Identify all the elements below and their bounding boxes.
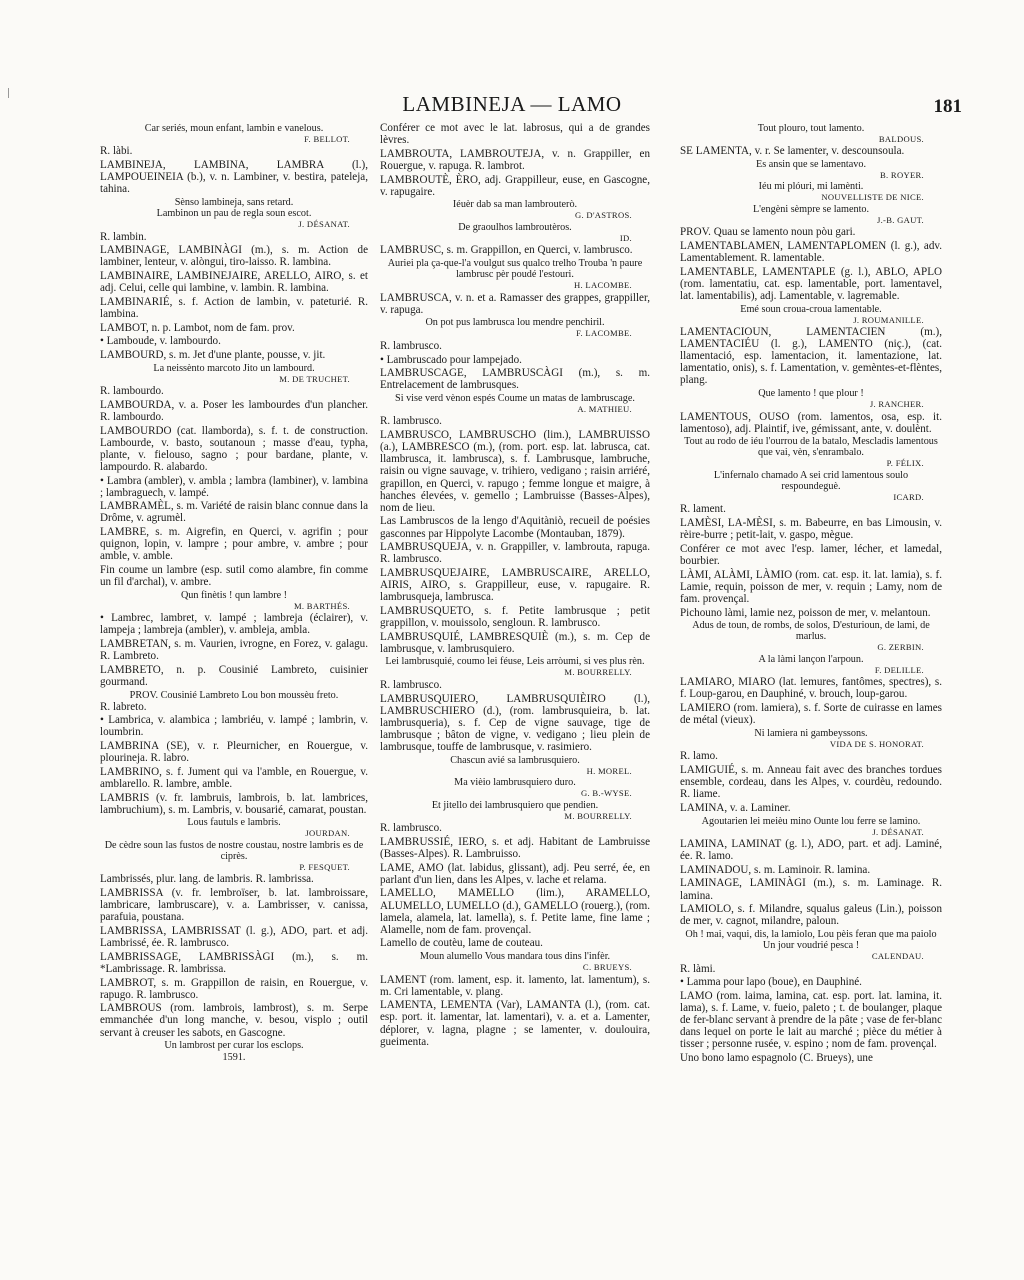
dictionary-entry: LAMENTABLAMEN, LAMENTAPLOMEN (l. g.), adv. Lamentablement. R. lamentable. [680, 239, 942, 264]
citation-quote: Sènso lambineja, sans retard. [174, 196, 294, 208]
dictionary-entry: LAMENTACIOUN, LAMENTACIEN (m.), LAMENTACIÉU (l. g.), LAMENTO (niç.), (cat. llamentació, esp. lamentacion, it. lamentazione, lat. lamentatio, onis), s. f. Lamentation, v. gemèntes-et-flèntes, plang. [680, 326, 942, 387]
dictionary-entry: LAMBRUSQUIERO, LAMBRUSQUIÈIRO (l.), LAMBRUSCHIERO (d.), (rom. lambrusquieira, b. lat. lambrusqueria), s. f. Cep de vigne sauvage, tige de lambrusque ; bâton de vigne, v. vedigano ; lieu plein de lambrusque, touffe de lambrusque, v. rasimiero. [380, 692, 650, 753]
dictionary-entry: LAMBINAIRE, LAMBINEJAIRE, ARELLO, AIRO, s. et adj. Celui, celle qui lambine, v. lambin. R. lambina. [100, 270, 368, 295]
dictionary-entry: LAMBRISSA, LAMBRISSAT (l. g.), ADO, part. et adj. Lambrissé, ée. R. lambrusco. [100, 925, 368, 950]
dictionary-entry: LAMBINAGE, LAMBINÀGI (m.), s. m. Action de lambiner, lenteur, v. alòngui, tiro-laisso. R. lambina. [100, 244, 368, 269]
dictionary-entry: R. lambrusco. [380, 415, 442, 428]
dictionary-entry: PROV. Quau se lamento noun pòu gari. [680, 226, 856, 239]
citation-quote: Tout plouro, tout lamento. [757, 122, 865, 134]
dictionary-entry: LAMBRUSQUEJA, v. n. Grappiller, v. lambrouta, rapuga. R. lambrusco. [380, 541, 650, 566]
dictionary-entry: LAMBINEJA, LAMBINA, LAMBRA (l.), LAMPOUEINEIA (b.), v. n. Lambiner, v. bestira, pateleja, tahina. [100, 158, 368, 195]
dictionary-entry: Lambrissés, plur. lang. de lambris. R. lambrissa. [100, 873, 314, 886]
dictionary-entry: LAMBROUTÈ, ÈRO, adj. Grappilleur, euse, en Gascogne, v. rapugaire. [380, 173, 650, 198]
dictionary-entry: R. lambrusco. [380, 339, 442, 352]
dictionary-entry: LAMBROT, s. m. Grappillon de raisin, en Rouergue, v. rapugo. R. lambrusco. [100, 976, 368, 1001]
dictionary-entry: LAMENTA, LEMENTA (Var), LAMANTA (l.), (rom. cat. esp. port. it. lamentar, lat. lamentari), v. a. et a. Lamenter, déplorer, v. lagna, plagne ; se lamenter, v. doulouira, gueimenta. [380, 999, 650, 1048]
dictionary-entry: LAMBRE, s. m. Aigrefin, en Querci, v. agrifin ; pour quignon, lopin, v. lampre ; pour ambre, v. ambre ; pour amble, v. amble. [100, 526, 368, 563]
page-number: 181 [933, 96, 962, 117]
dictionary-entry: R. làmi. [680, 962, 716, 975]
dictionary-entry: Las Lambruscos de la lengo d'Aquitàniò, recueil de poésies gasconnes par Hippolyte Lacombe (Montauban, 1879). [380, 515, 650, 540]
citation-quote: Lambinon un pau de regla soun escot. [156, 208, 312, 220]
column-middle [380, 122, 650, 1267]
dictionary-entry: LAMBOURDO (cat. llamborda), s. f. t. de construction. Lambourde, v. basto, soutanoun ; masse d'eau, typha, plante, v. fielouso, sagno ; pour bardane, plante, v. lampourdo. R. alabardo. [100, 424, 368, 473]
dictionary-entry: LAMBRUSCA, v. n. et a. Ramasser des grappes, grappiller, v. rapuga. [380, 291, 650, 316]
dictionary-entry: LAMBRUSCO, LAMBRUSCHO (lim.), LAMBRUISSO (a.), LAMBRESCO (m.), (rom. port. esp. lat. labrusca, cat. llambrusca, it. lambrusca), s. f. Lambrusque, lambruche, raisin ou vigne sauvage, v. trihiero, vedigano ; raisin arriéré, grapillon, en Querci, v. rapugo ; femme longue et maigre, à hanches élevées, v. gemello ; Lambruisse (Basses-Alpes), nom de lieu. [380, 429, 650, 514]
citation-source: ID. [619, 232, 632, 243]
citation-quote: Agoutarien lei meièu mino Ounte lou ferre se lamino. [701, 815, 921, 827]
dictionary-entry: LAMBOURD, s. m. Jet d'une plante, pousse, v. jit. [100, 348, 326, 361]
dictionary-entry: LAMBROUTA, LAMBROUTEJA, v. n. Grappiller, en Rouergue, v. rapuga. R. lambrot. [380, 147, 650, 172]
dictionary-entry: Fin coume un lambre (esp. sutil como alambre, fin comme un fil d'archal), v. ambre. [100, 564, 368, 589]
dictionary-entry: LAMBOURDA, v. a. Poser les lambourdes d'un plancher. R. lambourdo. [100, 398, 368, 423]
dictionary-entry: • Lambruscado pour lampejado. [380, 353, 522, 366]
citation-quote: Et jitello dei lambrusquiero que pendien. [431, 799, 599, 811]
citation-source: BALDOUS. [878, 133, 924, 144]
dictionary-entry: LAMBRINO, s. f. Jument qui va l'amble, en Rouergue, v. amblarello. R. lambre, amble. [100, 765, 368, 790]
citation-quote: Es ansin que se lamentavo. [755, 158, 867, 170]
citation-quote: A la làmi lançon l'arpoun. [758, 653, 864, 665]
dictionary-entry: LAMELLO, MAMELLO (lim.), ARAMELLO, ALUMELLO, LUMELLO (d.), GAMELLO (rouerg.), (rom. lamela, alamela, lat. lamella), s. f. Petite lame, fine lame ; Alamelle, nom de fam. provençal. [380, 887, 650, 936]
dictionary-entry: R. lamo. [680, 750, 718, 763]
citation-source: J. ROUMANILLE. [853, 314, 924, 325]
citation-source: VIDA DE S. HONORAT. [829, 738, 924, 749]
citation-source: C. BRUEYS. [582, 962, 632, 973]
dictionary-entry: LAMINADOU, s. m. Laminoir. R. lamina. [680, 863, 871, 876]
citation-quote: Moun alumello Vous mandara tous dins l'infèr. [419, 951, 611, 963]
citation-source: A. MATHIEU. [577, 403, 632, 414]
citation-source: NOUVELLISTE DE NICE. [821, 192, 924, 203]
dictionary-entry: LAMBINARIÉ, s. f. Action de lambin, v. pateturié. R. lambina. [100, 295, 368, 320]
dictionary-entry: R. làbi. [100, 145, 133, 157]
dictionary-entry: R. lambin. [100, 230, 147, 243]
dictionary-entry: LAMBRUSQUEJAIRE, LAMBRUSCAIRE, ARELLO, AIRIS, AIRO, s. Grappilleur, euse, v. rapugaire. R. lambrusqueja, lambrusca. [380, 566, 650, 604]
dictionary-entry: LAMIOLO, s. f. Milandre, squalus galeus (Lin.), poisson de mer, v. cagnot, milandre, paloun. [680, 903, 942, 928]
citation-quote: Auriei pla ça-que-l'a voulgut sus qualco trelho Trouba 'n paure lambrusc pèr poudé l'estouri. [387, 258, 643, 281]
running-head: LAMBINEJA — LAMO [402, 92, 622, 116]
dictionary-entry: LAMINA, LAMINAT (g. l.), ADO, part. et adj. Laminé, ée. R. lamo. [680, 838, 942, 863]
dictionary-entry: R. lambrusco. [380, 822, 442, 835]
dictionary-entry: LAMENTABLE, LAMENTAPLE (g. l.), ABLO, APLO (rom. lamentatiu, cat. esp. lamentable, port. lamentavel, lat. lamentabilis), adj. Lamentable, v. lagremable. [680, 265, 942, 302]
citation-source: ICARD. [893, 491, 924, 502]
citation-quote: Tout au rodo de iéu l'ourrou de la batalo, Mescladis lamentous que vai, vèn, s'enrambalo. [684, 436, 938, 459]
citation-source: CALENDAU. [871, 951, 924, 962]
dictionary-entry: LAMBOT, n. p. Lambot, nom de fam. prov. [100, 321, 295, 334]
citation-source: J.-B. GAUT. [876, 214, 924, 225]
citation-source: JOURDAN. [305, 828, 350, 839]
citation-source: M. BOURRELLY. [564, 810, 632, 821]
citation-quote: Car seriés, moun enfant, lambin e vanelous. [144, 122, 324, 134]
citation-quote: Chascun avié sa lambrusquiero. [450, 754, 580, 766]
dictionary-entry: R. lambourdo. [100, 385, 164, 398]
dictionary-entry: LAMBRUSCAGE, LAMBRUSCÀGI (m.), s. m. Entrelacement de lambrusques. [380, 367, 650, 392]
dictionary-entry: LAMBRAMÈL, s. m. Variété de raisin blanc connue dans la Drôme, v. agrumèl. [100, 500, 368, 525]
citation-quote: Qun finètis ! qun lambre ! [180, 589, 288, 601]
citation-quote: Lous fautuls e lambris. [187, 817, 281, 829]
citation-quote: L'engèni sèmpre se lamento. [752, 203, 870, 215]
citation-source: G. D'ASTROS. [575, 210, 632, 221]
citation-source: F. DELILLE. [874, 664, 924, 675]
dictionary-entry: LAMBRIS (v. fr. lambruis, lambrois, b. lat. lambrices, lambruchium), s. m. Lambris, v. bousarié, camarat, poustan. [100, 791, 368, 816]
dictionary-entry: LAMENT (rom. lament, esp. it. lamento, lat. lamentum), s. m. Cri lamentable, v. plang. [380, 973, 650, 998]
citation-source: H. LACOMBE. [574, 280, 632, 291]
dictionary-entry: Conférer ce mot avec l'esp. lamer, lécher, et lamedal, bourbier. [680, 542, 942, 567]
dictionary-entry: LAMINA, v. a. Laminer. [680, 801, 791, 814]
dictionary-entry: • Lambrica, v. alambica ; lambriéu, v. lampé ; lambrin, v. loumbrin. [100, 714, 368, 739]
dictionary-entry: LAMIARO, MIARO (lat. lemures, fantômes, spectres), s. f. Loup-garou, en Dauphiné, v. brouch, loup-garou. [680, 676, 942, 701]
dictionary-entry: Lamello de coutèu, lame de couteau. [380, 937, 543, 950]
column-right [680, 122, 942, 1267]
citation-quote: PROV. Cousinié Lambreto Lou bon moussèu freto. [129, 689, 339, 701]
dictionary-entry: LAMBRUSC, s. m. Grappillon, en Querci, v. lambrusco. [380, 244, 633, 257]
citation-source: J. DÉSANAT. [872, 826, 924, 837]
citation-source: G. ZERBIN. [877, 642, 924, 653]
citation-quote: L'infernalo chamado A sei crid lamentous soulo respoundeguè. [713, 469, 909, 492]
dictionary-entry: LAMINAGE, LAMINÀGI (m.), s. m. Laminage. R. lamina. [680, 877, 942, 902]
dictionary-entry: LÀMI, ALÀMI, LÀMIO (rom. cat. esp. it. lat. lamia), s. f. Lamie, requin, poisson de mer, v. requin ; Lamy, nom de fam. provençal. [680, 568, 942, 605]
citation-source: G. B.-WYSE. [580, 788, 632, 799]
citation-source: F. BELLOT. [304, 133, 350, 144]
citation-quote: Lei lambrusquié, coumo lei féuse, Leis arròumi, si ves plus rèn. [385, 656, 645, 668]
dictionary-entry: R. labreto. [100, 700, 147, 713]
dictionary-entry: LAMÈSI, LA-MÈSI, s. m. Babeurre, en bas Limousin, v. rèire-burre ; petit-lait, v. gaspo, mègue. [680, 517, 942, 542]
dictionary-entry: R. lambrusco. [380, 678, 442, 691]
dictionary-entry: LAMBRUSQUIÉ, LAMBRESQUIÈ (m.), s. m. Cep de lambrusque, v. lambrusquiero. [380, 630, 650, 655]
citation-quote: De cèdre soun las fustos de nostre coustau, nostre lambris es de ciprès. [104, 839, 364, 862]
citation-quote: Adus de toun, de rombs, de solos, D'esturioun, de lami, de marlus. [692, 620, 930, 643]
citation-quote: Que lamento ! que plour ! [758, 388, 864, 400]
dictionary-entry: LAME, AMO (lat. labidus, glissant), adj. Peu serré, ée, en parlant d'un lien, dans les Alpes, v. lache et relama. [380, 861, 650, 886]
dictionary-entry: LAMBRETAN, s. m. Vaurien, ivrogne, en Forez, v. galagu. R. Lambreto. [100, 638, 368, 663]
citation-quote: Si vise verd vènon espés Coume un matas de lambruscage. [395, 392, 635, 404]
citation-source: M. DE TRUCHET. [279, 373, 350, 384]
dictionary-entry: LAMBRINA (SE), v. r. Pleurnicher, en Rouergue, v. plourineja. R. labro. [100, 740, 368, 765]
citation-source: M. BARTHÉS. [293, 600, 350, 611]
citation-quote: 1591. [222, 1051, 246, 1063]
dictionary-entry: LAMO (rom. laima, lamina, cat. esp. port. lat. lamina, it. lama), s. f. Lame, v. fueio, paleto ; t. de boulanger, plaque de fer-blanc servant à prendre de la pâte ; vase de fer-blanc dans lequel on porte le lait au marché ; pièce du métier à tisser ; personne rusée, v. espino ; nom de fam. provençal. [680, 989, 942, 1051]
citation-source: F. LACOMBE. [576, 328, 632, 339]
citation-source: P. FÉLIX. [886, 458, 924, 469]
dictionary-entry: LAMBRISSA (v. fr. lembroïser, b. lat. lambroissare, lambricare, lambruscare), v. a. Lambrisser, v. canissa, parafuia, poustana. [100, 887, 368, 924]
dictionary-entry: LAMIGUIÉ, s. m. Anneau fait avec des branches tordues ensemble, cordeau, dans les Alpes, v. courdèu, redoundo. R. liame. [680, 763, 942, 801]
citation-source: H. MOREL. [586, 765, 632, 776]
citation-source: B. ROYER. [879, 169, 924, 180]
citation-quote: La neissènto marcoto Jito un lambourd. [153, 362, 315, 374]
dictionary-entry: LAMBRETO, n. p. Cousinié Lambreto, cuisinier gourmand. [100, 663, 368, 688]
dictionary-entry: • Lambra (ambler), v. ambla ; lambra (lambiner), v. lambina ; lambraguech, v. lampé. [100, 474, 368, 499]
dictionary-entry: LAMIERO (rom. lamiera), s. f. Sorte de cuirasse en lames de métal (vieux). [680, 701, 942, 727]
dictionary-entry: R. lament. [680, 503, 726, 516]
citation-quote: Un lambrost per curar los esclops. [164, 1040, 304, 1052]
citation-quote: Ma vièio lambrusquiero duro. [454, 777, 576, 789]
citation-source: M. BOURRELLY. [564, 667, 632, 678]
dictionary-entry: LAMBROUS (rom. lambrois, lambrost), s. m. Serpe emmanchée d'un long manche, v. besou, visplo ; outil servant à creuser les sabots, en Gascogne. [100, 1002, 368, 1039]
citation-quote: Ni lamiera ni gambeyssons. [754, 727, 868, 739]
dictionary-entry: • Lamma pour lapo (boue), en Dauphiné. [680, 976, 862, 989]
dictionary-entry: • Lamboude, v. lambourdo. [100, 335, 221, 348]
citation-quote: On pot pus lambrusca lou mendre penchiril. [425, 317, 605, 329]
dictionary-entry: • Lambrec, lambret, v. lampé ; lambreja (éclairer), v. lampeja ; lambreja (ambler), v. ambleja, ambla. [100, 612, 368, 637]
dictionary-entry: LAMBRISSAGE, LAMBRISSÀGI (m.), s. m. *Lambrissage. R. lambrissa. [100, 950, 368, 975]
citation-source: P. FESQUET. [299, 861, 350, 872]
citation-quote: Iéu mi plóuri, mi lamènti. [758, 181, 864, 193]
citation-source: J. RANCHER. [869, 399, 924, 410]
citation-quote: Iéuèr dab sa man lambrouterò. [452, 199, 578, 211]
dictionary-entry: Pichouno làmi, lamie nez, poisson de mer, v. melantoun. [680, 606, 931, 619]
citation-source: J. DÉSANAT. [298, 219, 350, 230]
dictionary-entry: LAMBRUSQUETO, s. f. Petite lambrusque ; petit grappillon, v. mouissolo, sengloun. R. lambrusco. [380, 604, 650, 629]
dictionary-entry: LAMBRUSSIÉ, IERO, s. et adj. Habitant de Lambruisse (Basses-Alpes). R. Lambruisso. [380, 835, 650, 860]
citation-quote: Emé soun croua-croua lamentable. [740, 303, 882, 315]
column-left [100, 122, 368, 1267]
dictionary-entry: LAMENTOUS, OUSO (rom. lamentos, osa, esp. it. lamentoso), adj. Plaintif, ive, gémissant, ante, v. doulènt. [680, 410, 942, 435]
citation-quote: De graoulhos lambroutèros. [458, 221, 572, 233]
dictionary-entry: SE LAMENTA, v. r. Se lamenter, v. descounsoula. [680, 145, 905, 157]
dictionary-entry: Conférer ce mot avec le lat. labrosus, qui a de grandes lèvres. [380, 122, 650, 147]
dictionary-entry: Uno bono lamo espagnolo (C. Brueys), une [680, 1051, 873, 1064]
citation-quote: Oh ! mai, vaqui, dis, la lamiolo, Lou pèis feran que ma paiolo Un jour voudrié pesca ! [685, 929, 937, 952]
